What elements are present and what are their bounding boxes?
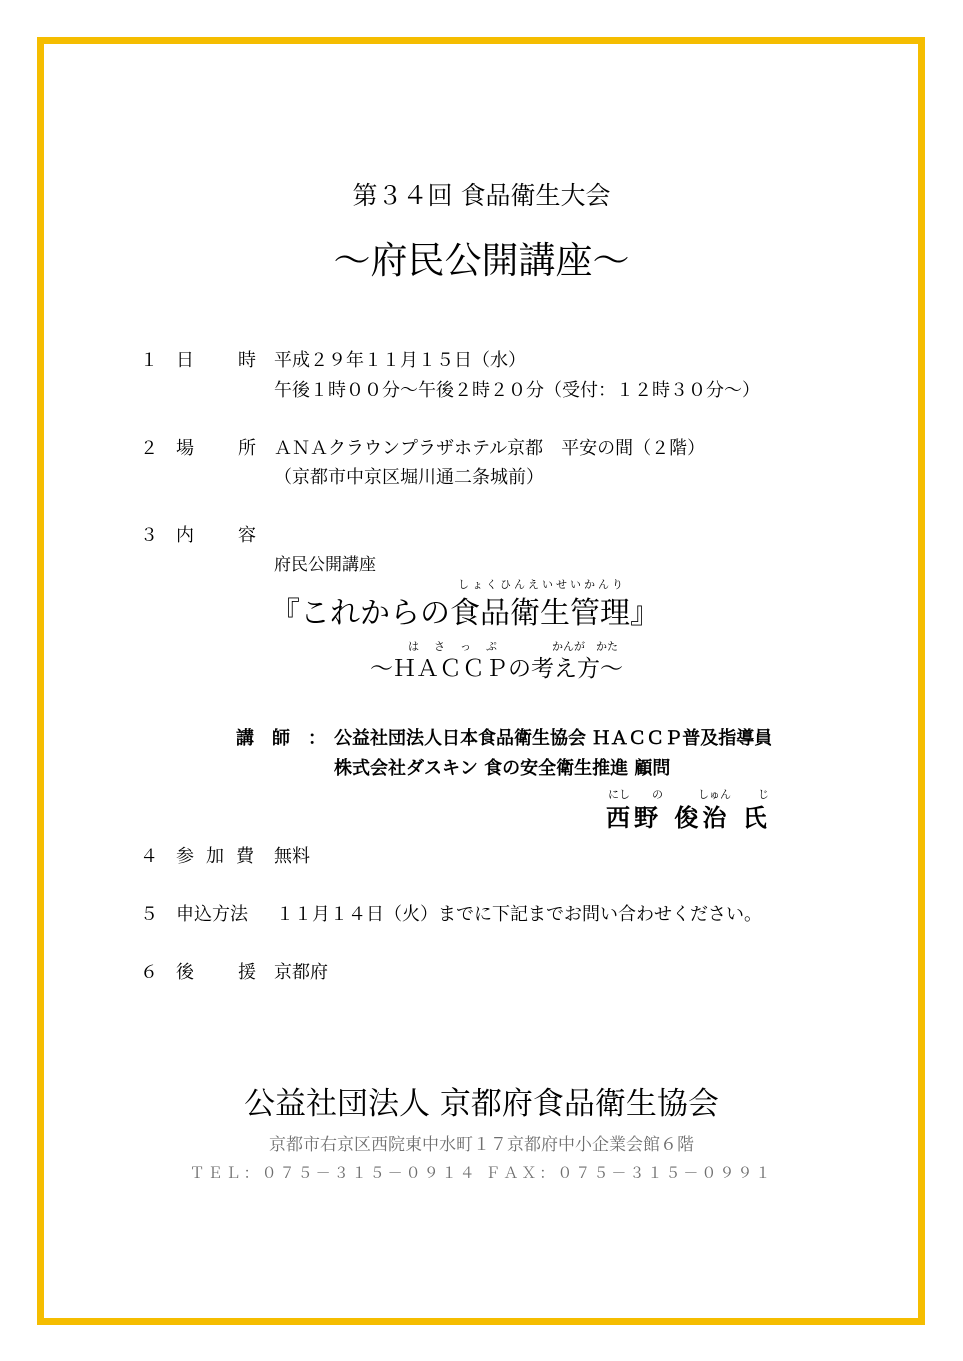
label-char: 後 <box>176 962 194 983</box>
section-1-label <box>176 346 256 372</box>
section-5-label: 申込方法 <box>176 904 248 925</box>
ruby-nishi: にし <box>608 788 630 801</box>
speaker-name: 西野 俊治 氏 <box>606 804 771 832</box>
section-3-label <box>176 521 256 547</box>
event-title: 第３４回 食品衛生大会 <box>352 181 611 210</box>
haccp-ruby: は さ っ ぷ <box>408 640 499 653</box>
speaker-affiliation-1: 公益社団法人日本食品衛生協会 ＨＡＣＣＰ普及指導員 <box>334 728 773 749</box>
section-2-number: ２ <box>140 438 158 459</box>
organization-name: 公益社団法人 京都府食品衛生協会 <box>244 1086 719 1122</box>
sponsor-value: 京都府 <box>274 962 328 983</box>
label-char: 内 <box>176 525 194 546</box>
label-char: 加 <box>206 846 224 867</box>
label-char: 費 <box>236 846 254 867</box>
organization-address: 京都市右京区西院東中水町１７京都府中小企業会館６階 <box>269 1135 694 1155</box>
time-value: 午後１時００分～午後２時２０分（受付：１２時３０分～） <box>274 380 760 401</box>
label-char: 参 <box>176 846 194 867</box>
section-2-label <box>176 434 256 460</box>
speaker-affiliation-2: 株式会社ダスキン 食の安全衛生推進 顧問 <box>334 758 671 779</box>
ruby-shun: しゅん <box>698 788 731 801</box>
label-char: 時 <box>238 350 256 371</box>
kangaekata-ruby: かんが かた <box>552 640 618 653</box>
lecture-title: 『これからの食品衛生管理』 <box>270 596 660 631</box>
label-char: 日 <box>176 350 194 371</box>
label-char: 容 <box>238 525 256 546</box>
venue-value: ＡＮＡクラウンプラザホテル京都 平安の間（２階） <box>274 438 706 459</box>
lecture-title-ruby: しょくひんえいせいかんり <box>458 578 626 591</box>
event-subtitle: ～府民公開講座～ <box>333 239 630 282</box>
speaker-label: 講 師 ： <box>236 728 326 749</box>
lecture-subtitle: ～ＨＡＣＣＰの考え方～ <box>370 656 623 682</box>
venue-address: （京都市中京区堀川通二条城前） <box>274 467 544 488</box>
section-3-number: ３ <box>140 525 158 546</box>
section-6-label <box>176 958 256 984</box>
section-5-number: ５ <box>140 904 158 925</box>
label-char: 援 <box>238 962 256 983</box>
section-6-number: ６ <box>140 962 158 983</box>
section-4-label <box>176 842 254 868</box>
content-intro: 府民公開講座 <box>274 555 376 575</box>
label-char: 所 <box>238 438 256 459</box>
date-value: 平成２９年１１月１５日（水） <box>274 350 526 371</box>
section-1-number: １ <box>140 350 158 371</box>
ruby-ji: じ <box>758 788 769 801</box>
label-char: 場 <box>176 438 194 459</box>
application-value: １１月１４日（火）までに下記までお問い合わせください。 <box>276 904 762 925</box>
ruby-no: の <box>652 788 663 801</box>
section-4-number: ４ <box>140 846 158 867</box>
organization-contact: ＴＥＬ：０７５－３１５－０９１４ ＦＡＸ：０７５－３１５－０９９１ <box>189 1164 774 1182</box>
fee-value: 無料 <box>274 846 310 867</box>
